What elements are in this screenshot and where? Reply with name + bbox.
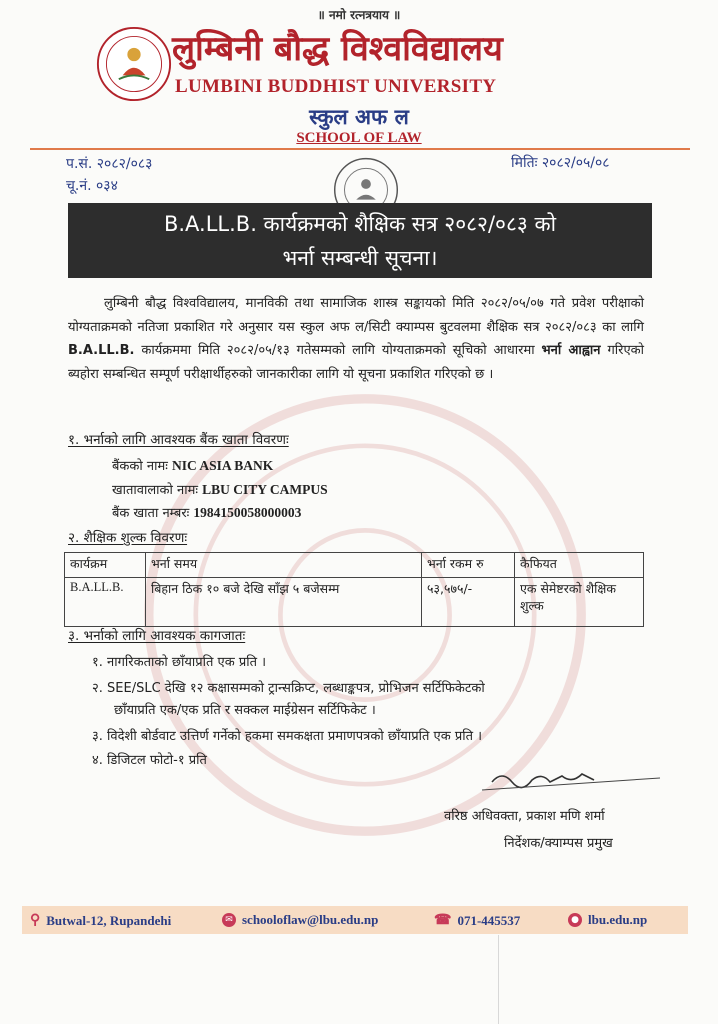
table-row bbox=[65, 578, 644, 627]
account-holder-row: खातावालाको नामः LBU CITY CAMPUS bbox=[112, 482, 328, 498]
body-text-2: कार्यक्रममा मिति २०८२/०५/१३ गतेसम्मको लागि योग्यताक्रमको सूचिको आधारमा bbox=[141, 343, 535, 358]
list-item: ३. विदेशी बोर्डवाट उत्तिर्ण गर्नेको हकमा समकक्षता प्रमाणपत्रको छाँयाप्रति एक प्रति । bbox=[92, 729, 483, 744]
admission-call: भर्ना आह्वान bbox=[541, 343, 601, 358]
column-time: भर्ना समय bbox=[146, 553, 422, 578]
cell-time: बिहान ठिक १० बजे देखि साँझ ५ बजेसम्म bbox=[146, 578, 422, 627]
program-name: B.A.LL.B. bbox=[68, 343, 135, 358]
footer-address bbox=[30, 912, 171, 929]
list-item: ४. डिजिटल फोटो-१ प्रति bbox=[92, 753, 207, 768]
dispatch-number: चू.नं. ०३४ bbox=[66, 178, 118, 194]
column-remarks: कैफियत bbox=[515, 553, 644, 578]
list-item: छाँयाप्रति एक/एक प्रति र सक्कल माईग्रेसन सर्टिफिकेट । bbox=[114, 703, 376, 718]
reference-block bbox=[66, 153, 152, 197]
notice-title-line-1: B.A.LL.B. कार्यक्रमको शैक्षिक सत्र २०८२/०८३ को bbox=[163, 212, 557, 236]
notice-title-line-2: भर्ना सम्बन्धी सूचना। bbox=[282, 246, 438, 270]
account-number: 1984150058000003 bbox=[193, 505, 302, 520]
footer-email[interactable] bbox=[222, 912, 378, 928]
notice-title-banner bbox=[68, 203, 652, 278]
university-logo bbox=[96, 26, 172, 102]
reference-number: प.सं. २०८२/०८३ bbox=[66, 156, 153, 172]
column-amount: भर्ना रकम रु bbox=[422, 553, 515, 578]
phone-text[interactable]: 071-445537 bbox=[457, 912, 521, 928]
cell-amount: ५३,५७५/- bbox=[422, 578, 515, 627]
signatory-title: निर्देशक/क्याम्पस प्रमुख bbox=[504, 836, 613, 851]
website-text[interactable]: lbu.edu.np bbox=[588, 912, 648, 927]
footer-contact-bar bbox=[22, 906, 688, 934]
notice-body bbox=[68, 292, 644, 386]
address-text: Butwal-12, Rupandehi bbox=[46, 912, 172, 928]
university-name-nepali: लुम्बिनी बौद्ध विश्वविद्यालय bbox=[172, 29, 503, 69]
notice-date: मितिः २०८२/०५/०८ bbox=[511, 155, 610, 171]
signatory-name: वरिष्ठ अधिवक्ता, प्रकाश मणि शर्मा bbox=[444, 809, 605, 824]
body-text-1: लुम्बिनी बौद्ध विश्वविद्यालय, मानविकी तथा सामाजिक शास्त्र सङ्कायको मिति २०८२/०५/०७ गते प्रवेश परीक्षाको योग्यताक्रमको नतिजा प्रकाशित गरे अनुसार यस स्कुल अफ ल/सिटी क्याम्पस बुटवलमा शैक्षिक सत्र २०८२/०८३ का लागि bbox=[68, 296, 644, 335]
globe-icon: ● bbox=[568, 913, 582, 927]
cell-remarks: एक सेमेष्टरको शैक्षिक शुल्क bbox=[515, 578, 644, 627]
school-name-nepali: स्कुल अफ ल bbox=[309, 105, 409, 129]
school-name-english: SCHOOL OF LAW bbox=[296, 130, 422, 146]
account-holder: LBU CITY CAMPUS bbox=[202, 482, 328, 497]
phone-icon: ☎ bbox=[434, 913, 452, 928]
email-icon: ✉ bbox=[222, 913, 236, 927]
bank-name-row: बैंकको नामः NIC ASIA BANK bbox=[112, 458, 274, 474]
cell-program: B.A.LL.B. bbox=[65, 578, 146, 627]
footer-website[interactable] bbox=[568, 912, 647, 928]
fee-section-heading: २. शैक्षिक शुल्क विवरणः bbox=[68, 530, 188, 546]
list-item: २. SEE/SLC देखि १२ कक्षासम्मको ट्रान्सक्रिप्ट, लब्धाङ्कपत्र, प्रोभिजन सर्टिफिकेटको bbox=[92, 681, 485, 696]
account-number-row: बैंक खाता नम्बरः 1984150058000003 bbox=[112, 505, 302, 521]
fee-table bbox=[64, 552, 644, 627]
bank-section-heading: १. भर्नाको लागि आवश्यक बैंक खाता विवरणः bbox=[68, 432, 289, 448]
fee-table-header bbox=[65, 553, 644, 578]
footer-phone[interactable] bbox=[434, 912, 520, 929]
location-icon: ⚲ bbox=[30, 913, 41, 928]
email-text[interactable]: schooloflaw@lbu.edu.np bbox=[242, 912, 379, 927]
motto: ॥ नमो रत्नत्रयाय ॥ bbox=[317, 8, 401, 22]
body-text-3: गरिएको ब्यहोरा सम्बन्धित सम्पूर्ण परीक्षार्थीहरुको जानकारीका लागि यो सूचना प्रकाशित गरिएको छ । bbox=[68, 343, 644, 382]
list-item: १. नागरिकताको छाँयाप्रति एक प्रति । bbox=[92, 655, 267, 670]
documents-section-heading: ३. भर्नाको लागि आवश्यक कागजातः bbox=[68, 628, 246, 644]
university-name-english: LUMBINI BUDDHIST UNIVERSITY bbox=[175, 76, 497, 97]
bank-name: NIC ASIA BANK bbox=[172, 458, 274, 473]
column-program: कार्यक्रम bbox=[65, 553, 146, 578]
page-fold-line bbox=[498, 935, 499, 1024]
signature-image bbox=[482, 762, 662, 794]
